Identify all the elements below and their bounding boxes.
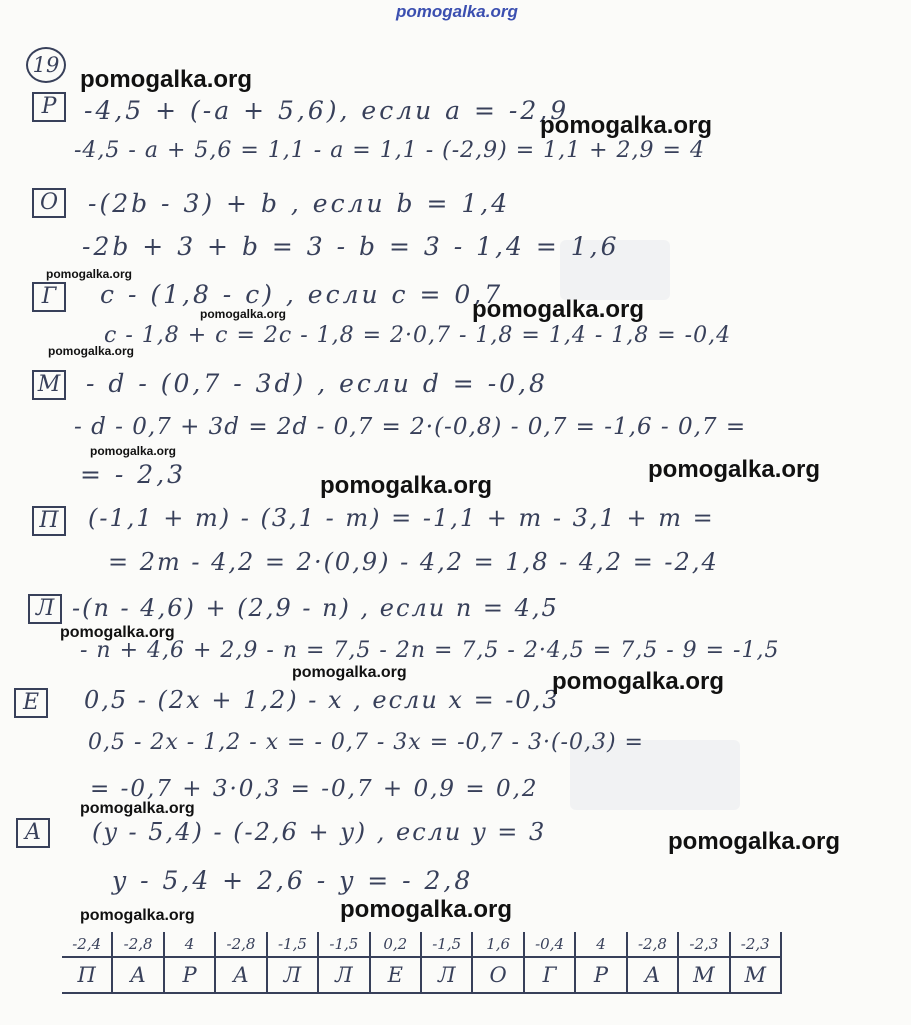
task-solution-line: y - 5,4 + 2,6 - y = - 2,8: [112, 866, 474, 895]
task-solution-line: -4,5 - a + 5,6 = 1,1 - a = 1,1 - (-2,9) = 1,1 + 2,9 = 4: [74, 138, 705, 163]
task-expression: -(n - 4,6) + (2,9 - n) , если n = 4,5: [72, 594, 559, 622]
answer-letter-cell: Л: [319, 958, 370, 992]
task-letter-box: А: [16, 818, 50, 848]
top-watermark: pomogalka.org: [396, 2, 518, 21]
task-expression: -4,5 + (-a + 5,6), если a = -2,9: [84, 96, 570, 125]
answer-letter-cell: А: [113, 958, 164, 992]
answer-letter-cell: О: [473, 958, 524, 992]
task-letter-box: Р: [32, 92, 66, 122]
task-solution-line: - d - 0,7 + 3d = 2d - 0,7 = 2·(-0,8) - 0,7 = -1,6 - 0,7 =: [74, 414, 747, 440]
answer-letter-cell: М: [731, 958, 782, 992]
answer-value-cell: -2,8: [628, 932, 679, 958]
answer-value-cell: -1,5: [268, 932, 319, 958]
answer-letter-cell: П: [62, 958, 113, 992]
answer-letter-cell: Л: [422, 958, 473, 992]
answer-value-cell: 1,6: [473, 932, 524, 958]
answer-value-cell: 0,2: [371, 932, 422, 958]
watermark: pomogalka.org: [292, 664, 407, 681]
task-expression: c - (1,8 - c) , если c = 0,7: [100, 280, 504, 309]
task-expression: (-1,1 + m) - (3,1 - m) = -1,1 + m - 3,1 + m =: [88, 504, 715, 532]
answer-letter-cell: А: [628, 958, 679, 992]
watermark: pomogalka.org: [552, 668, 725, 695]
answer-value-cell: -2,4: [62, 932, 113, 958]
task-letter-box: О: [32, 188, 66, 218]
watermark: pomogalka.org: [668, 828, 841, 855]
task-letter-box: М: [32, 370, 66, 400]
task-solution-line: = - 2,3: [80, 460, 187, 489]
answer-letter-cell: Е: [371, 958, 422, 992]
watermark: pomogalka.org: [320, 472, 493, 499]
task-letter-box: Е: [14, 688, 48, 718]
watermark: pomogalka.org: [46, 267, 133, 281]
watermark: pomogalka.org: [90, 444, 177, 458]
task-expression: -(2b - 3) + b , если b = 1,4: [88, 189, 511, 218]
watermark: pomogalka.org: [60, 624, 175, 641]
answer-value-cell: 4: [576, 932, 627, 958]
answer-value-cell: -1,5: [422, 932, 473, 958]
watermark: pomogalka.org: [80, 907, 195, 924]
watermark: pomogalka.org: [80, 66, 253, 93]
answer-value-cell: -0,4: [525, 932, 576, 958]
task-letter-box: Л: [28, 594, 62, 624]
task-solution-line: - n + 4,6 + 2,9 - n = 7,5 - 2n = 7,5 - 2·4,5 = 7,5 - 9 = -1,5: [80, 638, 780, 663]
answer-letter-cell: А: [216, 958, 267, 992]
answer-letter-cell: М: [679, 958, 730, 992]
task-solution-line: 0,5 - 2x - 1,2 - x = - 0,7 - 3x = -0,7 - 3·(-0,3) =: [88, 730, 644, 755]
task-letter-box: П: [32, 506, 66, 536]
task-solution-line: c - 1,8 + c = 2c - 1,8 = 2·0,7 - 1,8 = 1,4 - 1,8 = -0,4: [104, 323, 732, 348]
task-expression: (y - 5,4) - (-2,6 + y) , если y = 3: [92, 818, 547, 846]
watermark: pomogalka.org: [200, 307, 287, 321]
answer-value-cell: -2,8: [216, 932, 267, 958]
answer-value-cell: -2,3: [731, 932, 782, 958]
watermark: pomogalka.org: [48, 344, 135, 358]
answer-value-cell: 4: [165, 932, 216, 958]
watermark: pomogalka.org: [340, 896, 513, 923]
answer-value-cell: -2,8: [113, 932, 164, 958]
answer-value-cell: -1,5: [319, 932, 370, 958]
problem-number: 19: [26, 47, 66, 83]
task-solution-line: -2b + 3 + b = 3 - b = 3 - 1,4 = 1,6: [82, 232, 620, 261]
answer-letter-cell: Г: [525, 958, 576, 992]
answer-value-cell: -2,3: [679, 932, 730, 958]
watermark: pomogalka.org: [540, 112, 713, 139]
watermark: pomogalka.org: [472, 296, 645, 323]
answer-table: [62, 932, 782, 994]
task-letter-box: Г: [32, 282, 66, 312]
watermark: pomogalka.org: [80, 800, 195, 817]
task-solution-line: = 2m - 4,2 = 2·(0,9) - 4,2 = 1,8 - 4,2 = -2,4: [108, 548, 719, 576]
task-expression: - d - (0,7 - 3d) , если d = -0,8: [86, 369, 548, 398]
answer-letter-cell: Р: [165, 958, 216, 992]
answer-letter-cell: Л: [268, 958, 319, 992]
task-solution-line: = -0,7 + 3·0,3 = -0,7 + 0,9 = 0,2: [90, 776, 539, 802]
task-expression: 0,5 - (2x + 1,2) - x , если x = -0,3: [84, 686, 560, 714]
watermark: pomogalka.org: [648, 456, 821, 483]
answer-letter-cell: Р: [576, 958, 627, 992]
